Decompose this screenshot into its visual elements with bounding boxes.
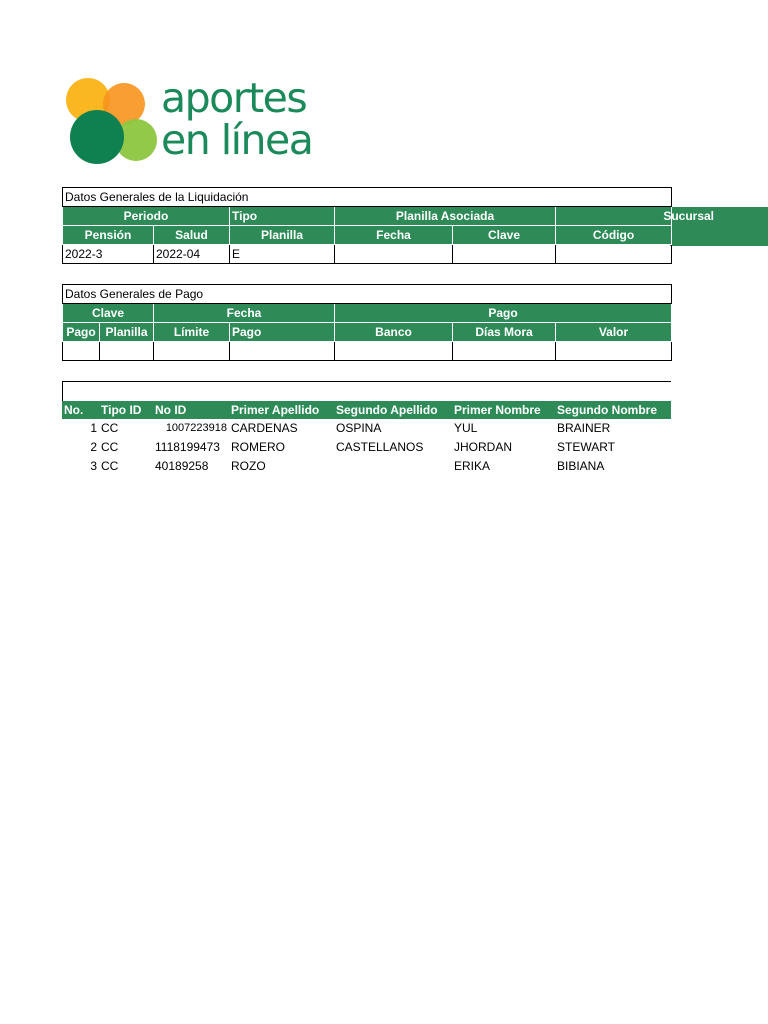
cell-segundo-nombre: BIBIANA: [557, 459, 605, 473]
cell-no-id: 40189258: [155, 459, 209, 473]
header-pago: Pago: [63, 323, 100, 342]
pago-title: Datos Generales de Pago: [63, 285, 672, 304]
col-primer-nombre: Primer Nombre: [452, 401, 555, 419]
header-limite: Límite: [154, 323, 230, 342]
header-pension: Pensión: [63, 226, 154, 245]
header-fecha-de-pago: Pago: [230, 323, 335, 342]
cell-segundo-nombre: STEWART: [557, 440, 616, 454]
cell-segundo-apellido: [334, 457, 452, 476]
cell-empty: [556, 342, 672, 361]
cell-segundo-apellido: OSPINA: [336, 421, 382, 435]
cell-segundo-nombre: BRAINER: [557, 421, 611, 435]
logo-text-line2: en línea: [161, 116, 313, 164]
header-codigo: Código: [556, 226, 672, 245]
header-planilla: Planilla: [230, 226, 335, 245]
cell-no: 2: [90, 440, 97, 454]
header-planilla-asociada: Planilla Asociada: [335, 207, 556, 226]
cell-empty: [453, 342, 556, 361]
header-dias-mora: Días Mora: [453, 323, 556, 342]
cell-pension: 2022-3: [63, 245, 154, 264]
cell-codigo: [556, 245, 672, 264]
header-pago-group: Pago: [335, 304, 672, 323]
header-salud: Salud: [154, 226, 230, 245]
table-row: [62, 419, 671, 438]
col-segundo-apellido: Segundo Apellido: [334, 401, 452, 419]
cell-tipo-id: CC: [101, 440, 119, 454]
cell-primer-nombre: ERIKA: [454, 459, 491, 473]
header-tipo: Tipo: [230, 207, 335, 226]
header-fecha-pago: Fecha: [154, 304, 335, 323]
cotizantes-table: [62, 401, 671, 476]
col-no-id: No ID: [153, 401, 229, 419]
header-valor: Valor: [556, 323, 672, 342]
header-banco: Banco: [335, 323, 453, 342]
cell-empty: [154, 342, 230, 361]
table-row: [62, 457, 671, 476]
cell-empty: [100, 342, 154, 361]
table-row: [62, 438, 671, 457]
cell-empty: [63, 342, 100, 361]
header-planilla-pago: Planilla: [100, 323, 154, 342]
cell-salud: 2022-04: [154, 245, 230, 264]
cell-fecha: [335, 245, 453, 264]
liquidacion-table: [62, 187, 715, 264]
cell-primer-apellido: CARDENAS: [231, 421, 298, 435]
logo-circles-icon: [64, 74, 160, 168]
cell-empty: [230, 342, 335, 361]
cell-no: 3: [90, 459, 97, 473]
col-tipo-id: Tipo ID: [99, 401, 153, 419]
header-sucursal: Sucursal: [556, 207, 672, 226]
cell-tipo-id: CC: [101, 421, 119, 435]
col-no: No.: [62, 401, 99, 419]
pago-table: [62, 284, 672, 361]
header-fecha: Fecha: [335, 226, 453, 245]
cell-no: 1: [90, 421, 97, 435]
cell-primer-nombre: JHORDAN: [454, 440, 513, 454]
col-segundo-nombre: Segundo Nombre: [555, 401, 671, 419]
header-periodo: Periodo: [63, 207, 230, 226]
cell-planilla: E: [230, 245, 335, 264]
cell-primer-apellido: ROZO: [231, 459, 266, 473]
header-clave: Clave: [453, 226, 556, 245]
cotizantes-title-box: [62, 381, 671, 402]
header-clave-pago: Clave: [63, 304, 154, 323]
cell-segundo-apellido: CASTELLANOS: [336, 440, 424, 454]
cell-clave: [453, 245, 556, 264]
cell-primer-nombre: YUL: [454, 421, 478, 435]
liquidacion-title: Datos Generales de la Liquidación: [63, 188, 672, 207]
cell-empty: [335, 342, 453, 361]
cell-primer-apellido: ROMERO: [231, 440, 285, 454]
cell-no-id: 1118199473: [155, 440, 220, 454]
cell-no-id: 1007223918: [165, 422, 227, 434]
col-primer-apellido: Primer Apellido: [229, 401, 334, 419]
aportes-en-linea-logo: [64, 74, 334, 168]
cell-tipo-id: CC: [101, 459, 119, 473]
logo-text-line1: aportes: [161, 74, 307, 122]
